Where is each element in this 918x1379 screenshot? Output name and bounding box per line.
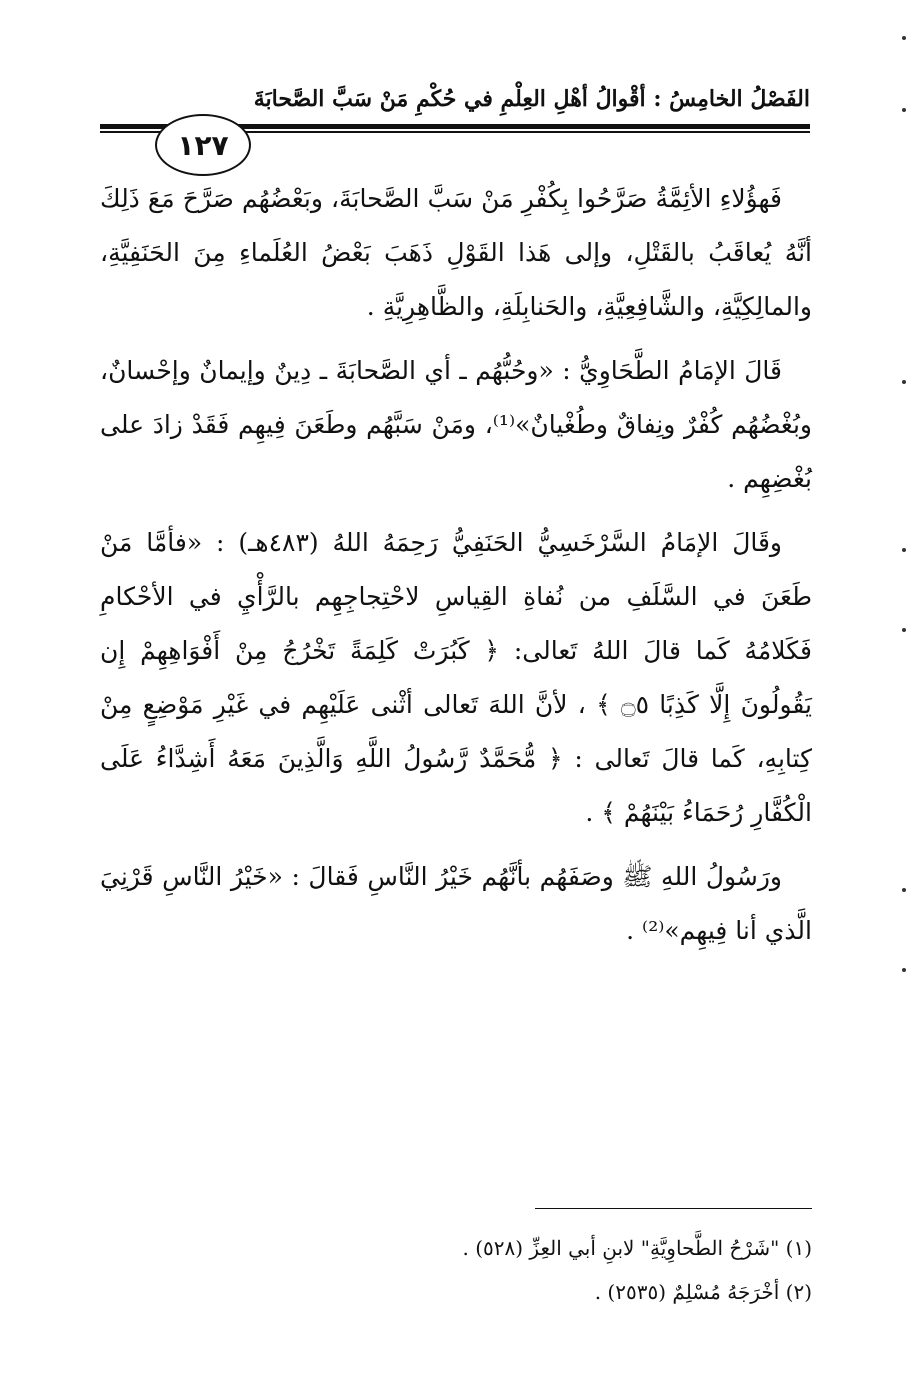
running-header: الفَصْلُ الخامِسُ : أقْوالُ أهْلِ العِلْمِ في حُكْمِ مَنْ سَبَّ الصَّحابَةَ [253,86,810,112]
paragraph-2: قَالَ الإمَامُ الطَّحَاوِيُّ : «وحُبُّهُم ـ أي الصَّحابَةَ ـ دِينٌ وإيمانٌ وإحْسانٌ، وبُغْضُهُم كُفْرٌ ونِفاقٌ وطُغْيانٌ»⁽¹⁾، ومَنْ سَبَّهُم وطَعَنَ فِيهِم فَقَدْ زادَ على بُغْضِهِم . [100,356,812,493]
paragraph-3: وقَالَ الإمَامُ السَّرْخَسِيُّ الحَنَفِيُّ رَحِمَهُ اللهُ (٤٨٣هـ) : «فأمَّا مَنْ طَعَنَ في السَّلَفِ من نُفاةِ القِياسِ لاحْتِجاجِهِم بالرَّأْيِ في الأحْكامِ فَكَلامُهُ كَما قالَ اللهُ تَعالى: ﴿ كَبُرَتْ كَلِمَةً تَخْرُجُ مِنْ أَفْوَاهِهِمْ إِن يَقُولُونَ إِلَّا كَذِبًا ۝٥ ﴾ ، لأنَّ اللهَ تَعالى أثْنى عَلَيْهِم في غَيْرِ مَوْضِعٍ مِنْ كِتابِهِ، كَما قالَ تَعالى : ﴿ مُّحَمَّدٌ رَّسُولُ اللَّهِ وَالَّذِينَ مَعَهُ أَشِدَّاءُ عَلَى الْكُفَّارِ رُحَمَاءُ بَيْنَهُمْ ﴾ . [100,528,812,827]
footnote-separator [535,1208,812,1209]
scan-mark [902,380,906,384]
scan-mark [902,888,906,892]
footnote-1: (١) "شَرْحُ الطَّحاوِيَّةِ" لابنِ أبي العِزِّ (٥٢٨) . [462,1236,812,1260]
scan-mark [902,968,906,972]
page-number: ١٢٧ [155,114,251,176]
scan-mark [902,628,906,632]
footnote-2: (٢) أخْرَجَهُ مُسْلِمٌ (٢٥٣٥) . [594,1280,812,1304]
paragraph-4: ورَسُولُ اللهِ ﷺ وصَفَهُم بأنَّهُم خَيْرُ النَّاسِ فَقالَ : «خَيْرُ النَّاسِ قَرْنِيَ الَّذي أنا فِيهِم»⁽²⁾ . [100,862,812,945]
scan-mark [902,36,906,40]
paragraph-1: فَهؤُلاءِ الأئِمَّةُ صَرَّحُوا بِكُفْرِ مَنْ سَبَّ الصَّحابَةَ، وبَعْضُهُم صَرَّحَ مَعَ ذَلِكَ أنَّهُ يُعاقَبُ بالقَتْلِ، وإلى هَذا القَوْلِ ذَهَبَ بَعْضُ العُلَماءِ مِنَ الحَنَفِيَّةِ، والمالِكِيَّةِ، والشَّافِعِيَّةِ، والحَنابِلَةِ، والظَّاهِرِيَّةِ . [100,184,812,321]
scan-mark [902,548,906,552]
scan-mark [902,108,906,112]
footnotes [100,1226,812,1314]
page-body [100,172,812,968]
